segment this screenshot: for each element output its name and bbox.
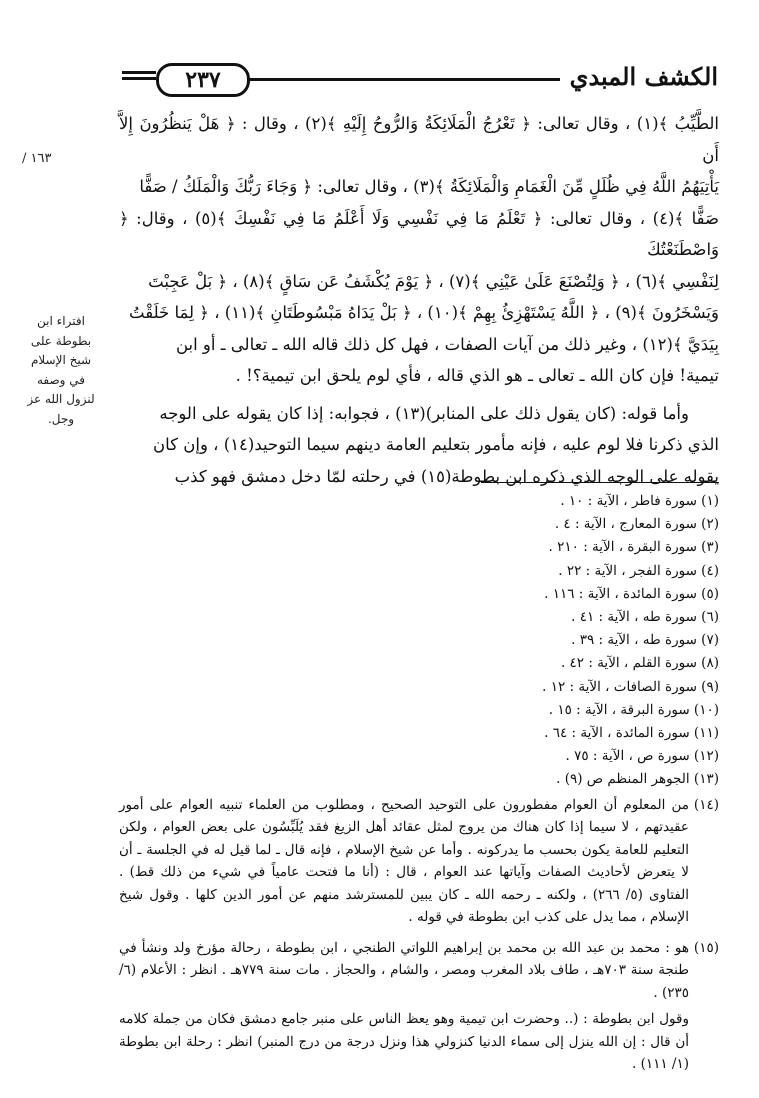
footnote: (٤) سورة الفجر ، الآية : ٢٢ .: [558, 562, 719, 579]
footnote: (٥) سورة المائدة ، الآية : ١١٦ .: [544, 585, 719, 602]
text-line: وأما قوله: (كان يقول ذلك على المنابر)(١٣) ، فجوابه: إذا كان يقوله على الوجه: [159, 403, 689, 423]
text-line: الطَّيِّبُ ﴾(١) ، وقال تعالى: ﴿ تَعْرُجُ الْمَلَائِكَةُ وَالرُّوحُ إِلَيْهِ ﴾(٢) ، وقال : ﴿ هَلْ يَنظُرُونَ إِلاَّ أَن: [119, 114, 720, 165]
margin-note-line: وجل.: [47, 411, 75, 426]
text-line: لِنَفْسِي ﴾(٦) ، ﴿ وَلِتُصْنَعَ عَلَىٰ عَيْنِي ﴾(٧) ، ﴿ يَوْمَ يُكْشَفُ عَن سَاقٍ ﴾(٨) ، ﴿ بَلْ عَجِبْتَ: [148, 271, 719, 291]
footnote: (١) سورة فاطر ، الآية : ١٠ .: [560, 493, 719, 509]
footnote: (٣) سورة البقرة ، الآية : ٢١٠ .: [548, 539, 719, 556]
footnote: (٨) سورة القلم ، الآية : ٤٢ .: [560, 655, 719, 672]
footnote-body: هو : محمد بن عبد الله بن محمد بن إبراهيم اللواتي الطنجي ، ابن بطوطة ، رحالة مؤرخ ولد ونشأ في طنجة سنة ٧٠٣هـ ، طاف بلاد المغرب ومصر ، والشام ، والحجاز . مات سنة ٧٧٩هـ . انظر : الأعلام (٦/ ٢٣٥) .: [119, 939, 689, 1001]
footnote: (٦) سورة طه ، الآية : ٤١ .: [571, 609, 719, 626]
footnotes: [119, 490, 719, 1076]
text-line: يقوله على الوجه الذي ذكره ابن بطوطة(١٥) في رحلته لمّا دخل دمشق فهو كذب: [174, 466, 719, 486]
margin-note-line: افتراء ابن: [37, 314, 85, 328]
footnote: (١٢) سورة ص ، الآية : ٧٥ .: [565, 748, 719, 765]
footnote-number: (١٥): [693, 939, 719, 956]
text-line: وَيَسْخَرُونَ ﴾(٩) ، ﴿ اللَّهُ يَسْتَهْزِئُ بِهِمْ ﴾(١٠) ، ﴿ بَلْ يَدَاهُ مَبْسُوطَتَانِ ﴾(١١) ، ﴿ لِمَا خَلَقْتُ: [129, 303, 719, 322]
footnote-15: [119, 937, 719, 1005]
text-line: تيمية! فإن كان الله ـ تعالى ـ هو الذي قاله ، فأي لوم يلحق ابن تيمية؟! .: [235, 366, 719, 385]
text-line: يَأْتِيَهُمُ اللَّهُ فِي ظُلَلٍ مِّنَ الْغَمَامِ وَالْمَلَائِكَةُ ﴾(٣) ، وقال تعالى: ﴿ وَجَاءَ رَبُّكَ وَالْمَلَكُ / صَفًّا: [139, 177, 719, 196]
footnote-quote: وقول ابن بطوطة : (.. وحضرت ابن تيمية وهو يعظ الناس على منبر جامع دمشق فكان من جملة كلامه أن قال : إن الله ينزل إلى سماء الدنيا كنزولي هذا ونزل درجة من درج المنبر) انظر : رحلة ابن بطوطة (١/ ١١١) .: [119, 1011, 689, 1073]
main-text: [119, 108, 719, 492]
margin-page-reference: ١٦٣ /: [22, 151, 52, 166]
footnote-number: (١٤): [693, 796, 719, 813]
running-title: الكشف المبدي: [560, 60, 718, 94]
text-line: بِيَدَيَّ ﴾(١٢) ، وغير ذلك من آيات الصفات ، فهل كل ذلك قاله الله ـ تعالى ـ أو ابن: [175, 334, 719, 354]
footnote-body: من المعلوم أن العوام مفطورون على التوحيد الصحيح ، ومطلوب من العلماء تنبيه العوام على أمور عقيدتهم ، لا سيما إذا كان هناك من يروج لمثل عقائد أهل الزيغ فقد يُلَبِّسُون على بعض العوام ، ولكن التعليم للعامة يكون بحسب ما يدركونه . وأما عن شيخ الإسلام ، فإنه قال ـ لما قيل له في الجلسة ـ أن لا يتعرض لأحاديث الصفات وآياتها عند العوام ، قال : (أنا ما فتحت عامياً في شيء من ذلك قط) . الفتاوى (٥/ ٢٦٦) ، ولكنه ـ رحمه الله ـ كان يبين للمسترشد منهم عن أمور الدين كلها . وقول شيخ الإسلام ، مما يدل على كذب ابن بطوطة في قوله .: [119, 796, 690, 926]
footnote: (١٠) سورة البرقة ، الآية : ١٥ .: [548, 701, 719, 718]
footnote: (٩) سورة الصافات ، الآية : ١٢ .: [542, 678, 719, 695]
footnote-separator: [481, 482, 719, 483]
footnote: (١٣) الجوهر المنظم ص (٩) .: [556, 771, 719, 788]
footnote: (٢) سورة المعارج ، الآية : ٤ .: [554, 516, 719, 533]
footnote: (١١) سورة المائدة ، الآية : ٦٤ .: [544, 725, 719, 742]
text-line: صَفًّا ﴾(٤) ، وقال تعالى: ﴿ تَعْلَمُ مَا فِي نَفْسِي وَلَا أَعْلَمُ مَا فِي نَفْسِكَ ﴾(٥) ، وقال: ﴿ وَاصْطَنَعْتُكَ: [119, 208, 719, 259]
header-ornament: [120, 70, 158, 82]
margin-note-line: بطوطة على: [30, 333, 92, 348]
margin-note-line: شيخ الإسلام: [30, 353, 92, 367]
page-number: ٢٣٧: [156, 63, 250, 97]
footnote: (٧) سورة طه ، الآية : ٣٩ .: [571, 632, 719, 649]
margin-note-line: لنزول الله عز: [27, 392, 95, 406]
margin-note-line: في وصفه: [36, 372, 86, 387]
footnote-14: [119, 794, 719, 929]
margin-note: [22, 312, 100, 429]
text-line: الذي ذكرنا فلا لوم عليه ، فإنه مأمور بتعليم العامة دينهم سيما التوحيد(١٤) ، وإن كان: [153, 435, 719, 454]
page-header: [120, 60, 718, 94]
